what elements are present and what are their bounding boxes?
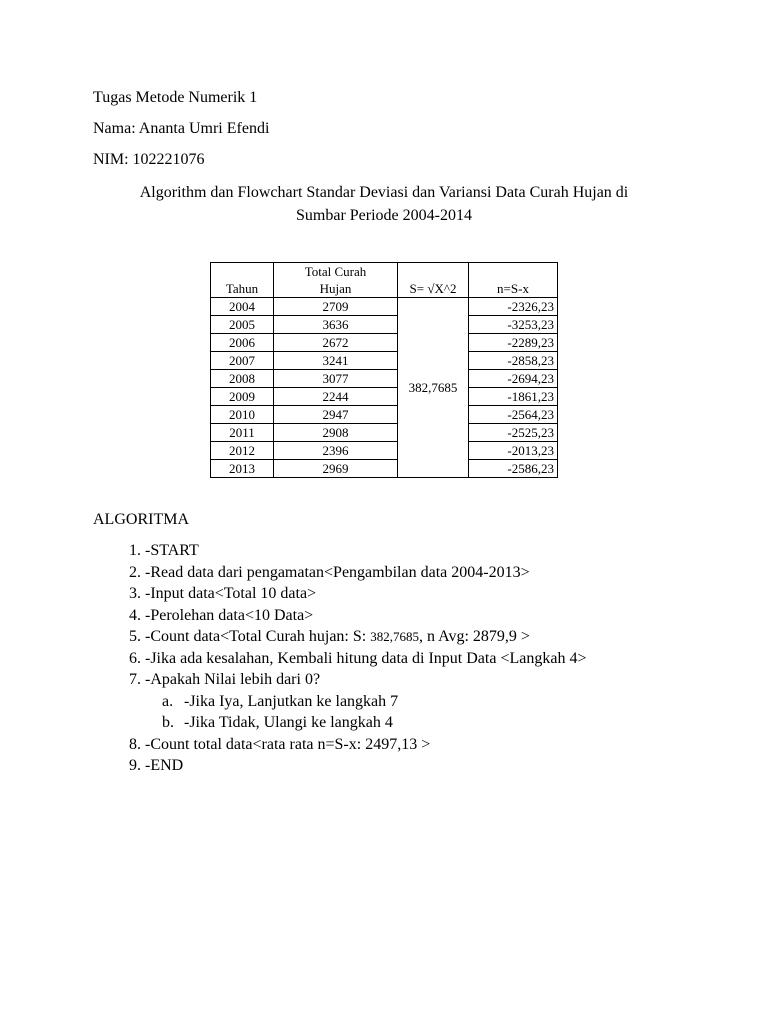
step-text: -START <box>145 542 199 559</box>
cell-year: 2011 <box>211 424 274 442</box>
cell-year: 2004 <box>211 298 274 316</box>
list-item <box>93 734 586 756</box>
course-title: Tugas Metode Numerik 1 <box>93 89 258 106</box>
list-item <box>93 712 586 734</box>
algorithm-heading: ALGORITMA <box>93 511 189 528</box>
cell-year: 2009 <box>211 388 274 406</box>
cell-total: 3636 <box>274 316 398 334</box>
list-item <box>93 626 586 648</box>
algorithm-substeps <box>93 691 586 734</box>
cell-n: -2858,23 <box>469 352 558 370</box>
cell-year: 2006 <box>211 334 274 352</box>
step-text: -Input data<Total 10 data> <box>145 585 317 602</box>
list-item <box>93 605 586 627</box>
substep-text: -Jika Iya, Lanjutkan ke langkah 7 <box>184 692 399 710</box>
list-item <box>93 540 586 562</box>
header-n: n=S-x <box>469 263 558 298</box>
cell-year: 2013 <box>211 460 274 478</box>
table-header-row <box>211 263 558 298</box>
cell-n: -2289,23 <box>469 334 558 352</box>
step-text: -Perolehan data<10 Data> <box>145 606 314 624</box>
cell-year: 2007 <box>211 352 274 370</box>
step-text-s-value: 382,7685 <box>370 629 419 644</box>
substep-text: -Jika Tidak, Ulangi ke langkah 4 <box>184 714 393 731</box>
table-row <box>211 388 558 406</box>
cell-n: -2564,23 <box>469 406 558 424</box>
cell-n: -2586,23 <box>469 460 558 478</box>
step-number: 6. <box>129 649 141 667</box>
cell-total: 2244 <box>274 388 398 406</box>
step-number: 9. <box>129 757 141 774</box>
substep-number: a. <box>162 692 174 710</box>
cell-year: 2005 <box>211 316 274 334</box>
rainfall-table <box>210 262 558 478</box>
cell-total: 3241 <box>274 352 398 370</box>
step-number: 1. <box>129 542 141 559</box>
table-row <box>211 406 558 424</box>
step-number: 7. <box>129 671 141 688</box>
step-text: -Read data dari pengamatan<Pengambilan data 2004-2013> <box>145 563 530 581</box>
list-item <box>93 691 586 713</box>
step-text: -Jika ada kesalahan, Kembali hitung data di Input Data <Langkah 4> <box>145 649 587 667</box>
table-row <box>211 316 558 334</box>
list-item <box>93 755 586 777</box>
list-item <box>93 583 586 605</box>
cell-n: -2525,23 <box>469 424 558 442</box>
cell-n: -1861,23 <box>469 388 558 406</box>
step-text: -Apakah Nilai lebih dari 0? <box>145 671 321 688</box>
cell-year: 2008 <box>211 370 274 388</box>
cell-total: 2947 <box>274 406 398 424</box>
header-total-line-1: Total Curah <box>304 264 367 279</box>
cell-total: 2396 <box>274 442 398 460</box>
cell-n: -3253,23 <box>469 316 558 334</box>
cell-total: 3077 <box>274 370 398 388</box>
table-row <box>211 442 558 460</box>
cell-n: -2694,23 <box>469 370 558 388</box>
cell-year: 2010 <box>211 406 274 424</box>
student-nim: NIM: 102221076 <box>93 151 205 168</box>
step-text: -Count total data<rata rata n=S-x: 2497,13 > <box>145 735 431 753</box>
header-year: Tahun <box>211 263 274 298</box>
cell-total: 2908 <box>274 424 398 442</box>
list-item <box>93 562 586 584</box>
header-total <box>274 263 398 298</box>
algorithm-steps <box>93 540 586 777</box>
substep-number: b. <box>162 714 174 731</box>
step-text-part-c: , n Avg: 2879,9 > <box>418 628 530 645</box>
step-text <box>141 628 530 645</box>
step-text: -END <box>145 757 184 774</box>
step-number: 8. <box>129 735 141 753</box>
student-name: Nama: Ananta Umri Efendi <box>93 120 270 137</box>
cell-s-value: 382,7685 <box>398 298 469 478</box>
cell-year: 2012 <box>211 442 274 460</box>
table-row <box>211 370 558 388</box>
list-item <box>93 648 586 670</box>
step-number: 2. <box>129 563 141 581</box>
header-total-line-2: Hujan <box>319 281 352 296</box>
cell-n: -2326,23 <box>469 298 558 316</box>
title-line-2: Sumbar Periode 2004-2014 <box>296 207 472 224</box>
table-row <box>211 334 558 352</box>
table-row <box>211 424 558 442</box>
cell-n: -2013,23 <box>469 442 558 460</box>
cell-total: 2969 <box>274 460 398 478</box>
list-item <box>93 669 586 734</box>
table-row <box>211 352 558 370</box>
step-number: 5. <box>129 628 141 645</box>
header-s: S= √X^2 <box>398 263 469 298</box>
step-number: 3. <box>129 585 141 602</box>
document-title <box>80 181 688 227</box>
step-number: 4. <box>129 606 141 624</box>
cell-total: 2672 <box>274 334 398 352</box>
cell-total: 2709 <box>274 298 398 316</box>
table-row <box>211 298 558 316</box>
title-line-1: Algorithm dan Flowchart Standar Deviasi dan Variansi Data Curah Hujan di <box>139 184 629 201</box>
step-text-part-a: -Count data<Total Curah hujan: S: <box>145 628 371 645</box>
table-row <box>211 460 558 478</box>
